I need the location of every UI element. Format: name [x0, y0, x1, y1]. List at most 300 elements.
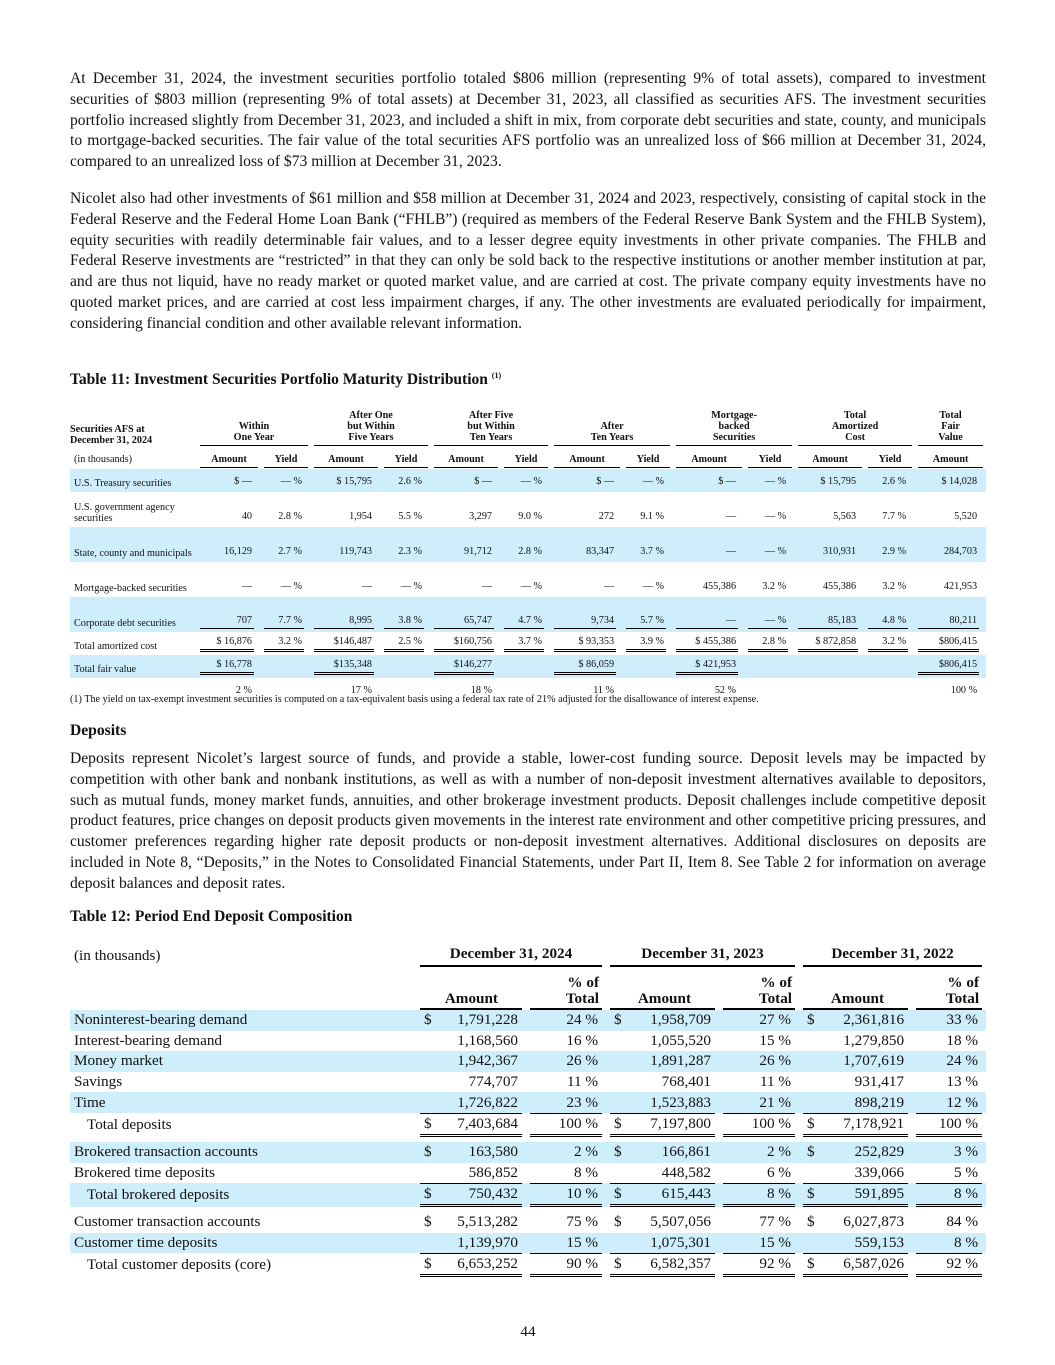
cell-value: 3.7 %	[640, 546, 665, 557]
table11-cell	[501, 527, 551, 562]
row-label: U.S. Treasury securities	[70, 469, 197, 492]
amount-cell	[416, 1253, 526, 1277]
percent-cell	[526, 1010, 606, 1031]
year-header-2024	[416, 945, 606, 969]
table11-row	[70, 655, 986, 678]
cell-value: 1,891,287	[650, 1052, 712, 1070]
cell-value: — %	[642, 581, 665, 592]
amount-cell	[799, 1051, 912, 1072]
row-label: U.S. government agency securities	[74, 502, 175, 524]
amount-cell	[416, 1142, 526, 1163]
cell-value: 3.9 %	[640, 636, 665, 647]
percent-cell	[719, 1113, 799, 1137]
percent-cell	[719, 1233, 799, 1254]
cell-value: 3.2 %	[882, 581, 907, 592]
table12-row	[70, 1092, 986, 1113]
percent-cell	[526, 1113, 606, 1137]
amount-cell	[606, 1031, 719, 1052]
column-header-yield	[261, 449, 311, 469]
amount-cell	[799, 1031, 912, 1052]
table11-cell	[261, 597, 311, 632]
cell-value: 10 %	[566, 1185, 599, 1203]
table11-cell	[865, 562, 915, 597]
table11-cell	[673, 492, 745, 527]
cell-value: 2.9 %	[882, 546, 907, 557]
percent-cell	[719, 1253, 799, 1277]
column-header-text: Amount	[314, 450, 378, 468]
cell-value: 2.6 %	[398, 476, 423, 487]
column-header-text: Yield	[748, 450, 792, 468]
column-header-amount	[915, 449, 986, 469]
header-spacer	[610, 975, 691, 991]
cell-value: 8,995	[349, 615, 372, 626]
group-header-line: backed	[718, 421, 750, 432]
row-label: Customer time deposits	[70, 1233, 416, 1254]
amount-cell	[606, 1072, 719, 1093]
row-label: Total deposits	[87, 1115, 172, 1133]
table11-cell	[431, 527, 501, 562]
cell-value: 92 %	[946, 1255, 979, 1273]
group-header-line: Five Years	[348, 432, 394, 443]
table11-row	[70, 469, 986, 492]
table11-cell	[623, 655, 673, 678]
cell-value: 455,386	[702, 581, 737, 592]
year-header-2023	[606, 945, 799, 969]
paragraph-other-investments: Nicolet also had other investments of $61 million and $58 million at December 31, 2024 and 2023, respectively, consisting of capital stock in the Federal Reserve and the Federal Home Loan Bank (“FHLB”) (required as members of the Federal Reserve Bank System and the FHLB System), equity securities with readily determinable fair values, and to a lesser degree equity investments in other private companies. The FHLB and Federal Reserve investments are “restricted” in that they can only be sold back to the respective institutions or another member institution at par, and are thus not liquid, have no ready market or quoted market value, and are carried at cost. The private company equity investments have no quoted market prices, and are carried at cost less impairment charges, if any. The other investments are evaluated periodically for impairment, considering financial condition and other available relevant information.	[70, 190, 986, 332]
table11-cell	[865, 597, 915, 632]
row-label: Total customer deposits (core)	[87, 1256, 272, 1274]
currency-symbol: $	[424, 1143, 432, 1161]
row-label: Brokered time deposits	[74, 1163, 215, 1181]
cell-value: 100 %	[938, 1114, 979, 1132]
column-header-yield	[501, 449, 551, 469]
table11-cell	[623, 562, 673, 597]
table11-cell	[197, 492, 261, 527]
cell-value: 3.2 %	[762, 581, 787, 592]
cell-value: 21 %	[759, 1093, 792, 1111]
table11-group-header	[673, 410, 795, 449]
cell-value: — %	[520, 581, 543, 592]
table11-group-header	[915, 410, 986, 449]
table11-cell	[865, 632, 915, 655]
percent-cell	[719, 1142, 799, 1163]
column-header-text: Amount	[798, 450, 862, 468]
cell-value: 80,211	[949, 615, 978, 626]
cell-value: 898,219	[854, 1093, 905, 1111]
cell-value: — %	[280, 476, 302, 487]
table12-blank-header	[70, 969, 416, 1010]
table11-cell	[381, 527, 431, 562]
cell-value: $ 16,876	[216, 636, 252, 647]
table11-cell	[261, 469, 311, 492]
cell-value: $ 14,028	[941, 476, 978, 487]
table11-cell	[381, 469, 431, 492]
table11-units-label: (in thousands)	[74, 453, 133, 465]
column-header-text: Amount	[200, 450, 258, 468]
cell-value: 615,443	[661, 1185, 712, 1203]
cell-value: 774,707	[468, 1073, 518, 1091]
row-label: Corporate debt securities	[70, 597, 197, 632]
table11-cell	[197, 562, 261, 597]
currency-symbol: $	[614, 1143, 622, 1161]
table11-cell	[623, 492, 673, 527]
group-header-line: Total	[939, 410, 962, 421]
corner-label-line: Securities AFS at	[70, 424, 145, 435]
table11-cell	[915, 492, 986, 527]
table11-cell	[261, 562, 311, 597]
cell-value: $ 872,858	[815, 636, 857, 647]
cell-value: 6,587,026	[843, 1255, 905, 1273]
group-header-line: Mortgage-	[711, 410, 757, 421]
cell-value: 1,726,822	[457, 1093, 518, 1111]
column-header-amount	[799, 969, 912, 1010]
amount-cell	[606, 1010, 719, 1031]
cell-value: 8 %	[954, 1185, 979, 1203]
column-header-text: Amount	[637, 990, 692, 1007]
cell-value: 9,734	[591, 615, 615, 626]
cell-value: 11 %	[759, 1073, 792, 1091]
percent-cell	[526, 1031, 606, 1052]
cell-value: $ 15,795	[336, 476, 372, 487]
table11-cell	[197, 527, 261, 562]
table12-row	[70, 1233, 986, 1254]
cell-value: 119,743	[339, 546, 372, 557]
table12-total-row	[70, 1183, 986, 1207]
table12-column-header-row	[70, 969, 986, 1010]
cell-value: 2.7 %	[278, 546, 302, 557]
percent-cell	[912, 1212, 986, 1233]
column-header-amount	[416, 969, 526, 1010]
table12-row	[70, 1031, 986, 1052]
table11-cell	[915, 632, 986, 655]
cell-value: $160,756	[453, 636, 493, 647]
group-header-line	[200, 410, 308, 421]
amount-cell	[416, 1010, 526, 1031]
cell-value: 16 %	[566, 1031, 599, 1049]
cell-value: 4.8 %	[882, 615, 907, 626]
table12-deposit-composition	[70, 945, 986, 1277]
amount-cell	[799, 1113, 912, 1137]
percent-cell	[526, 1233, 606, 1254]
table11-cell	[915, 597, 986, 632]
table11-cell	[381, 562, 431, 597]
cell-value: 17 %	[350, 685, 372, 696]
table11-group-header	[431, 410, 551, 449]
table11-cell	[745, 632, 795, 655]
cell-value: 163,580	[468, 1143, 518, 1161]
table11-cell	[261, 632, 311, 655]
table11-cell	[381, 492, 431, 527]
cell-value: 6,027,873	[843, 1213, 905, 1231]
cell-value: 33 %	[946, 1011, 979, 1029]
cell-value: 5,563	[833, 511, 857, 522]
cell-value: 2,361,816	[843, 1011, 905, 1029]
cell-value: 40	[241, 511, 252, 522]
row-label: Total fair value	[70, 655, 197, 678]
table12-row	[70, 1142, 986, 1163]
amount-cell	[799, 1072, 912, 1093]
cell-value: 4.7 %	[518, 615, 543, 626]
table11-title	[70, 371, 501, 389]
cell-value: $ —	[596, 476, 615, 487]
amount-cell	[606, 1233, 719, 1254]
table11-cell	[311, 562, 381, 597]
column-header-amount	[673, 449, 745, 469]
cell-value: 448,582	[661, 1163, 712, 1181]
cell-value: 1,168,560	[457, 1031, 518, 1049]
amount-cell	[606, 1051, 719, 1072]
currency-symbol: $	[424, 1255, 432, 1273]
currency-symbol: $	[424, 1114, 432, 1132]
cell-value: 75 %	[566, 1213, 599, 1231]
cell-value: 5,507,056	[650, 1213, 712, 1231]
table11-cell	[865, 469, 915, 492]
table12-row	[70, 1212, 986, 1233]
amount-cell	[416, 1233, 526, 1254]
year-header-text: December 31, 2022	[803, 945, 982, 967]
cell-value: 12 %	[946, 1093, 979, 1111]
table11-cell	[197, 469, 261, 492]
percent-cell	[719, 1092, 799, 1113]
currency-symbol: $	[614, 1255, 622, 1273]
table11-group-header	[795, 410, 915, 449]
group-header-line: One Year	[233, 432, 275, 443]
column-header-yield	[623, 449, 673, 469]
cell-value: — %	[764, 546, 787, 557]
row-label: Total brokered deposits	[70, 1183, 416, 1207]
table12-units-label: (in thousands)	[74, 947, 161, 964]
column-header-text: Amount	[444, 990, 498, 1007]
table11-cell	[501, 492, 551, 527]
amount-cell	[416, 1183, 526, 1207]
amount-cell	[416, 1031, 526, 1052]
currency-symbol: $	[807, 1011, 815, 1029]
cell-value: 5.7 %	[640, 615, 665, 626]
table11-cell	[915, 678, 986, 701]
cell-value: 310,931	[822, 546, 857, 557]
table12-row	[70, 1163, 986, 1184]
table11-cell	[745, 527, 795, 562]
currency-symbol: $	[807, 1185, 815, 1203]
column-header-amount	[431, 449, 501, 469]
cell-value: $ 86,059	[578, 659, 615, 670]
cell-value: 5 %	[954, 1163, 979, 1181]
column-header-text: % of	[947, 974, 980, 991]
percent-cell	[526, 1212, 606, 1233]
table11-cell	[551, 655, 623, 678]
row-label: Interest-bearing demand	[74, 1031, 223, 1049]
percent-cell	[912, 1113, 986, 1137]
amount-cell	[416, 1163, 526, 1184]
table11-cell	[623, 632, 673, 655]
cell-value: 1,791,228	[457, 1011, 518, 1029]
column-header-yield	[745, 449, 795, 469]
table11-cell	[311, 469, 381, 492]
percent-cell	[912, 1142, 986, 1163]
cell-value: 24 %	[946, 1052, 979, 1070]
section-heading-deposits: Deposits	[70, 722, 127, 739]
percent-cell	[912, 1163, 986, 1184]
table11-cell	[431, 492, 501, 527]
cell-value: 100 %	[950, 685, 978, 696]
column-header-amount	[551, 449, 623, 469]
group-header-line: Total	[843, 410, 867, 421]
table11-row	[70, 632, 986, 655]
row-label: Noninterest-bearing demand	[70, 1010, 416, 1031]
table11-cell	[381, 597, 431, 632]
table11-cell	[381, 632, 431, 655]
table11-corner-label	[70, 410, 197, 449]
cell-value: 707	[236, 615, 252, 626]
table11-cell	[795, 492, 865, 527]
table11-cell	[915, 469, 986, 492]
table11-cell	[501, 469, 551, 492]
table11-title-text: Table 11: Investment Securities Portfolio Maturity Distribution	[70, 371, 488, 388]
cell-value: 1,055,520	[650, 1031, 712, 1049]
table12-total-row	[70, 1253, 986, 1277]
cell-value: 1,954	[349, 511, 372, 522]
table11-cell	[431, 655, 501, 678]
group-header-line: Within	[238, 421, 270, 432]
percent-cell	[912, 1051, 986, 1072]
page-number: 44	[520, 1323, 536, 1340]
amount-cell	[606, 1113, 719, 1137]
column-header-percent	[719, 969, 799, 1010]
cell-value: 7,178,921	[843, 1114, 905, 1132]
table11-cell	[431, 562, 501, 597]
column-header-text: % of	[760, 974, 793, 991]
table11-cell	[745, 655, 795, 678]
amount-cell	[416, 1092, 526, 1113]
amount-cell	[799, 1212, 912, 1233]
group-header-line: Securities	[712, 432, 756, 443]
amount-cell	[799, 1183, 912, 1207]
cell-value: 3,297	[469, 511, 493, 522]
cell-value: 11 %	[593, 685, 615, 696]
cell-value: 6,582,357	[650, 1255, 712, 1273]
cell-value: $806,415	[938, 636, 978, 647]
group-header-line: Ten Years	[469, 432, 513, 443]
cell-value: 100 %	[558, 1114, 599, 1132]
cell-value: 339,066	[854, 1163, 905, 1181]
column-header-text: Amount	[676, 450, 742, 468]
cell-value: $806,415	[938, 659, 978, 670]
cell-value: 26 %	[759, 1052, 792, 1070]
percent-cell	[526, 1142, 606, 1163]
amount-cell	[416, 1051, 526, 1072]
column-header-text: Yield	[264, 450, 308, 468]
cell-value: 23 %	[566, 1093, 599, 1111]
column-header-text: Yield	[384, 450, 428, 468]
year-header-text: December 31, 2023	[610, 945, 795, 967]
percent-cell	[912, 1183, 986, 1207]
percent-cell	[526, 1183, 606, 1207]
amount-cell	[606, 1183, 719, 1207]
cell-value: 8 %	[573, 1163, 599, 1181]
corner-label-line: December 31, 2024	[70, 435, 153, 446]
table11-cell	[745, 597, 795, 632]
cell-value: 3.7 %	[518, 636, 543, 647]
cell-value: 6,653,252	[457, 1255, 518, 1273]
cell-value: 3.2 %	[278, 636, 302, 647]
paragraph-deposits: Deposits represent Nicolet’s largest source of funds, and provide a stable, lower-cost funding source. Deposit levels may be impacted by competition with other bank and nonbank institutions, as well as with a number of non-deposit investment alternatives available to depositors, such as mutual funds, money market funds, annuities, and other brokerage investment products. Deposit challenges include competitive deposit product features, price changes on deposit products given movements in the interest rate environment and other competitive pricing pressures, and customer preferences regarding higher rate deposit products or non-deposit investment alternatives. Additional disclosures on deposits are included in Note 8, “Deposits,” in the Notes to Consolidated Financial Statements, under Part II, Item 8. See Table 2 for information on average deposit balances and deposit rates.	[70, 750, 986, 892]
header-spacer	[420, 975, 498, 991]
table11-cell	[795, 562, 865, 597]
table11-cell	[311, 597, 381, 632]
group-header-line: but Within	[467, 421, 515, 432]
amount-cell	[416, 1072, 526, 1093]
table11-cell	[673, 655, 745, 678]
table11-group-header	[551, 410, 673, 449]
table11-cell	[795, 655, 865, 678]
percent-cell	[912, 1031, 986, 1052]
cell-value: 931,417	[854, 1073, 905, 1091]
currency-symbol: $	[807, 1143, 815, 1161]
column-header-text: Total	[565, 990, 600, 1007]
cell-value: 9.0 %	[518, 511, 543, 522]
table11-cell	[623, 469, 673, 492]
table11-cell	[795, 678, 865, 701]
percent-cell	[912, 1233, 986, 1254]
percent-cell	[719, 1051, 799, 1072]
table11-footnote: (1) The yield on tax-exempt investment securities is computed on a tax-equivalent basis using a federal tax rate of 21% adjusted for the disallowance of interest expense.	[70, 694, 759, 705]
cell-value: $ —	[234, 476, 252, 487]
cell-value: 8 %	[954, 1234, 979, 1252]
percent-cell	[526, 1163, 606, 1184]
cell-value: $135,348	[333, 659, 372, 670]
table11-row	[70, 492, 986, 527]
table11-cell	[915, 562, 986, 597]
currency-symbol: $	[424, 1185, 432, 1203]
cell-value: $ —	[718, 476, 737, 487]
group-header-line: Value	[938, 432, 963, 443]
cell-value: 1,075,301	[650, 1234, 712, 1252]
column-header-amount	[795, 449, 865, 469]
table11-cell	[865, 678, 915, 701]
table11-group-header-row	[70, 410, 986, 449]
cell-value: 15 %	[566, 1234, 599, 1252]
table11-cell	[197, 655, 261, 678]
cell-value: 2.8 %	[518, 546, 543, 557]
cell-value: 83,347	[586, 546, 615, 557]
cell-value: — %	[520, 476, 543, 487]
row-label: Savings	[74, 1073, 123, 1091]
cell-value: 421,953	[943, 581, 978, 592]
amount-cell	[606, 1092, 719, 1113]
cell-value: 16,129	[223, 546, 252, 557]
table11-cell	[431, 469, 501, 492]
cell-value: —	[481, 581, 493, 592]
column-header-text: Yield	[504, 450, 548, 468]
cell-value: 26 %	[566, 1052, 599, 1070]
cell-value: 91,712	[464, 546, 493, 557]
cell-value: 591,895	[854, 1185, 905, 1203]
table11-cell	[197, 597, 261, 632]
table11-cell	[915, 527, 986, 562]
cell-value: 8 %	[766, 1185, 792, 1203]
table11-cell	[915, 655, 986, 678]
column-header-text: Total	[945, 990, 980, 1007]
paragraph-investment-portfolio: At December 31, 2024, the investment securities portfolio totaled $806 million (representing 9% of total assets), compared to investment securities of $803 million (representing 9% of total assets) at December 31, 2023, all classified as securities AFS. The investment securities portfolio increased slightly from December 31, 2023, and included a shift in mix, from corporate debt securities and state, county, and municipals to mortgage-backed securities. The fair value of the total securities AFS portfolio was an unrealized loss of $66 million at December 31, 2024, compared to an unrealized loss of $73 million at December 31, 2023.	[70, 70, 986, 171]
cell-value: — %	[764, 511, 787, 522]
currency-symbol: $	[614, 1114, 622, 1132]
cell-value: 455,386	[822, 581, 857, 592]
table11-cell	[551, 527, 623, 562]
cell-value: 85,183	[828, 615, 857, 626]
cell-value: 77 %	[759, 1213, 792, 1231]
percent-cell	[526, 1072, 606, 1093]
cell-value: —	[241, 581, 252, 592]
